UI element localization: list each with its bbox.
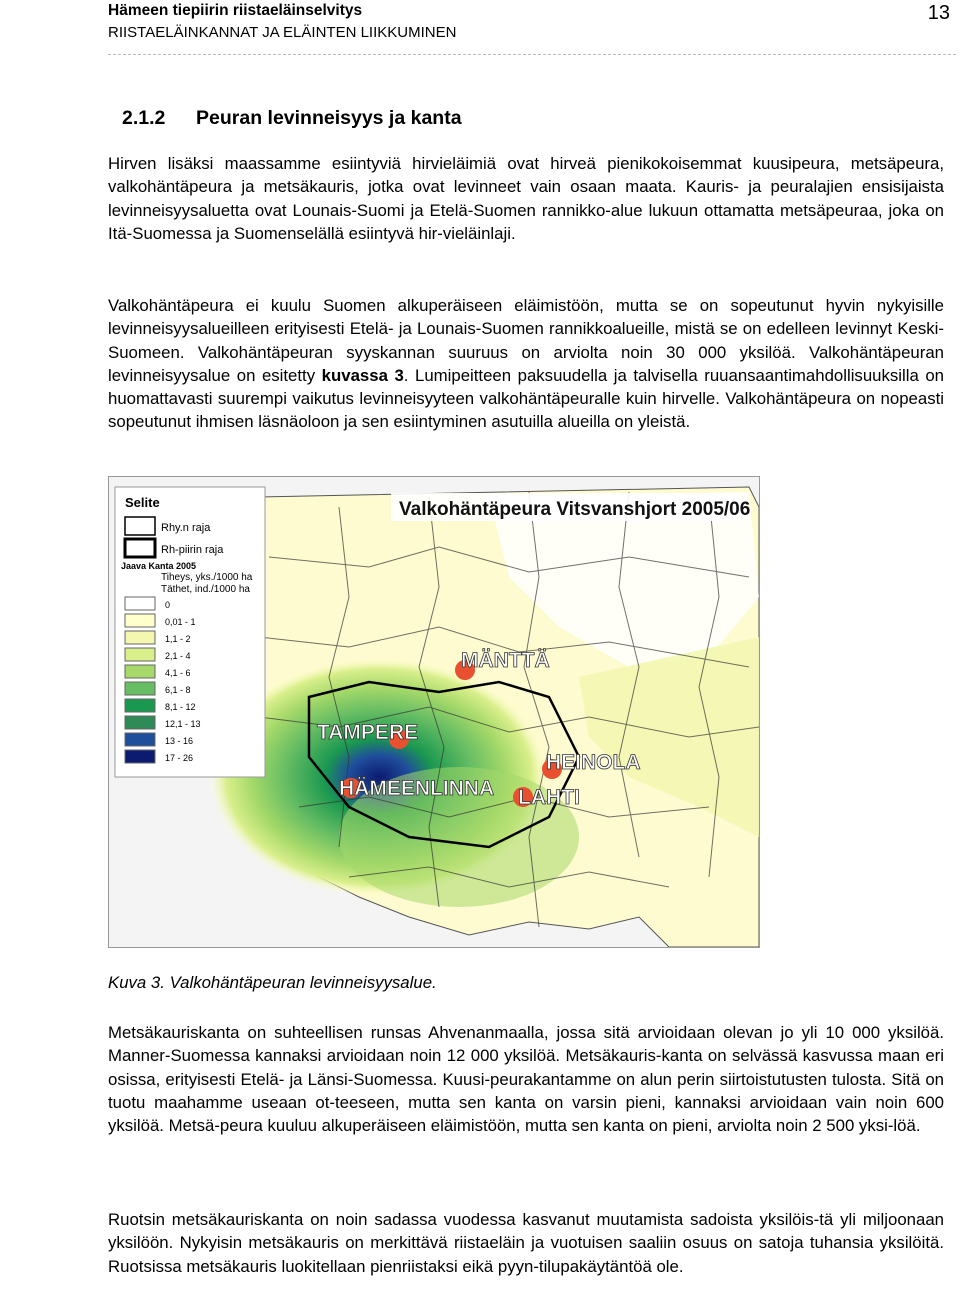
legend-swatch xyxy=(125,682,155,695)
city-label: TAMPERE xyxy=(317,721,419,744)
legend-class-label: 0,01 - 1 xyxy=(165,617,196,627)
legend-swatch xyxy=(125,614,155,627)
distribution-map xyxy=(109,477,759,947)
legend-heading: Selite xyxy=(125,495,160,510)
section-number: 2.1.2 xyxy=(122,107,166,129)
legend-class-label: 12,1 - 13 xyxy=(165,719,201,729)
city-label: MÄNTTÄ xyxy=(461,649,550,672)
paragraph-ruotsi: Ruotsin metsäkauriskanta on noin sadassa vuodessa kasvanut muutamista sadoista yksilöis-tä yli miljoonaan yksilöön. Nykyisin metsäkauris on merkittävä riistaeläin ja vuotuisen saaliin osuus on satoja tuhansia yksilöitä. Ruotsissa metsäkauris luokitellaan pienriistaksi eikä pyyn-tilupakäytäntöä ole. xyxy=(108,1210,944,1276)
city-label: LAHTI xyxy=(518,786,580,809)
paragraph-text: . Lumipeitteen paksuudella ja talvisella ruuansaantimahdollisuuksilla on huomattavasti suurempi vaikutus levinneisyyteen valkohäntäpeuralle kuin hirvelle. Valkohäntäpeura on nopeasti sopeutunut ihmisen läsnäoloon ja sen esiintyminen asutuilla alueilla on yleistä. xyxy=(108,365,944,432)
header-divider xyxy=(108,54,956,55)
legend-class-label: 1,1 - 2 xyxy=(165,634,191,644)
header-subtitle: RIISTAELÄINKANNAT JA ELÄINTEN LIIKKUMINEN xyxy=(108,24,457,41)
legend-density-sub: Täthet, ind./1000 ha xyxy=(161,584,250,595)
legend-swatch xyxy=(125,648,155,661)
legend-swatch xyxy=(125,631,155,644)
city-label: HEINOLA xyxy=(546,751,641,774)
legend-class-label: 13 - 16 xyxy=(165,736,194,746)
legend-swatch xyxy=(125,716,155,729)
legend-swatch xyxy=(125,539,155,557)
legend-density-sub: Tiheys, yks./1000 ha xyxy=(161,572,253,583)
legend-density-heading: Jaava Kanta 2005 xyxy=(121,561,197,571)
legend-swatch xyxy=(125,517,155,535)
legend-swatch xyxy=(125,750,155,763)
figure-reference: kuvassa 3 xyxy=(321,365,404,385)
legend-class-label: 8,1 - 12 xyxy=(165,702,196,712)
legend-swatch xyxy=(125,699,155,712)
figure-caption: Kuva 3. Valkohäntäpeuran levinneisyysalue. xyxy=(108,973,437,992)
paragraph-intro: Hirven lisäksi maassamme esiintyviä hirvieläimiä ovat hirveä pienikokoisemmat kuusipeura, metsäpeura, valkohäntäpeura ja metsäkauris, jotka ovat levinneet vain osaan maata. Kauris- ja peuralajien ensisijaista levinneisyysaluetta ovat Lounais-Suomi ja Etelä-Suomen rannikko-alue lukuun ottamatta metsäpeuraa, joka on Itä-Suomessa ja Suomenselällä esiintyvä hir-vieläinlaji. xyxy=(108,154,944,243)
legend-label: Rhy.n raja xyxy=(161,522,211,534)
legend-class-label: 6,1 - 8 xyxy=(165,685,191,695)
section-title: Peuran levinneisyys ja kanta xyxy=(196,107,462,129)
map-title: Valkohäntäpeura Vitsvanshjort 2005/06 xyxy=(399,499,751,520)
paragraph-text: Valkohäntäpeura ei kuulu Suomen alkuperäiseen eläimistöön, mutta se on sopeutunut hyvin nykyisille levinneisyysalueilleen erityisesti Etelä- ja Lounais-Suomen rannikkoalueille, mistä se on edelleen levinnyt Keski-Suomeen. Valkohäntäpeuran syyskannan suuruus on arviolta noin 30 000 yksilöä. Valkohäntäpeuran levinneisyysalue on esitetty xyxy=(108,296,944,385)
legend-label: Rh-piirin raja xyxy=(161,544,224,556)
page-number: 13 xyxy=(927,2,950,24)
map-legend xyxy=(115,487,265,777)
paragraph-metsakauris: Metsäkauriskanta on suhteellisen runsas Ahvenanmaalla, jossa sitä arvioidaan olevan jo yli 10 000 yksilöä. Manner-Suomessa kannaksi arvioidaan noin 12 000 yksilöä. Metsäkauris-kanta on selvässä kasvussa maan eri osissa, erityisesti Etelä- ja Länsi-Suomessa. Kuusi-peurakantamme on alun perin siirtoistutusten tulosta. Sitä on tuotu maahamme useaan ot-teeseen, mutta sen kanta on varsin pieni, kannaksi arvioidaan vain noin 600 yksilöä. Metsä-peura kuuluu alkuperäiseen eläimistöön, mutta sen kanta on pieni, arviolta noin 2 500 yksi-löä. xyxy=(108,1023,944,1136)
legend-swatch xyxy=(125,665,155,678)
legend-swatch xyxy=(125,597,155,610)
city-label: HÄMEENLINNA xyxy=(339,777,495,800)
legend-class-label: 0 xyxy=(165,600,171,610)
paragraph-valkohantapeura xyxy=(108,294,944,434)
legend-class-label: 4,1 - 6 xyxy=(165,668,191,678)
distribution-map-figure xyxy=(108,476,760,948)
section-heading xyxy=(122,107,462,130)
legend-class-label: 17 - 26 xyxy=(165,753,194,763)
legend-swatch xyxy=(125,733,155,746)
header-title: Hämeen tiepiirin riistaeläinselvitys xyxy=(108,2,363,19)
legend-class-label: 2,1 - 4 xyxy=(165,651,191,661)
